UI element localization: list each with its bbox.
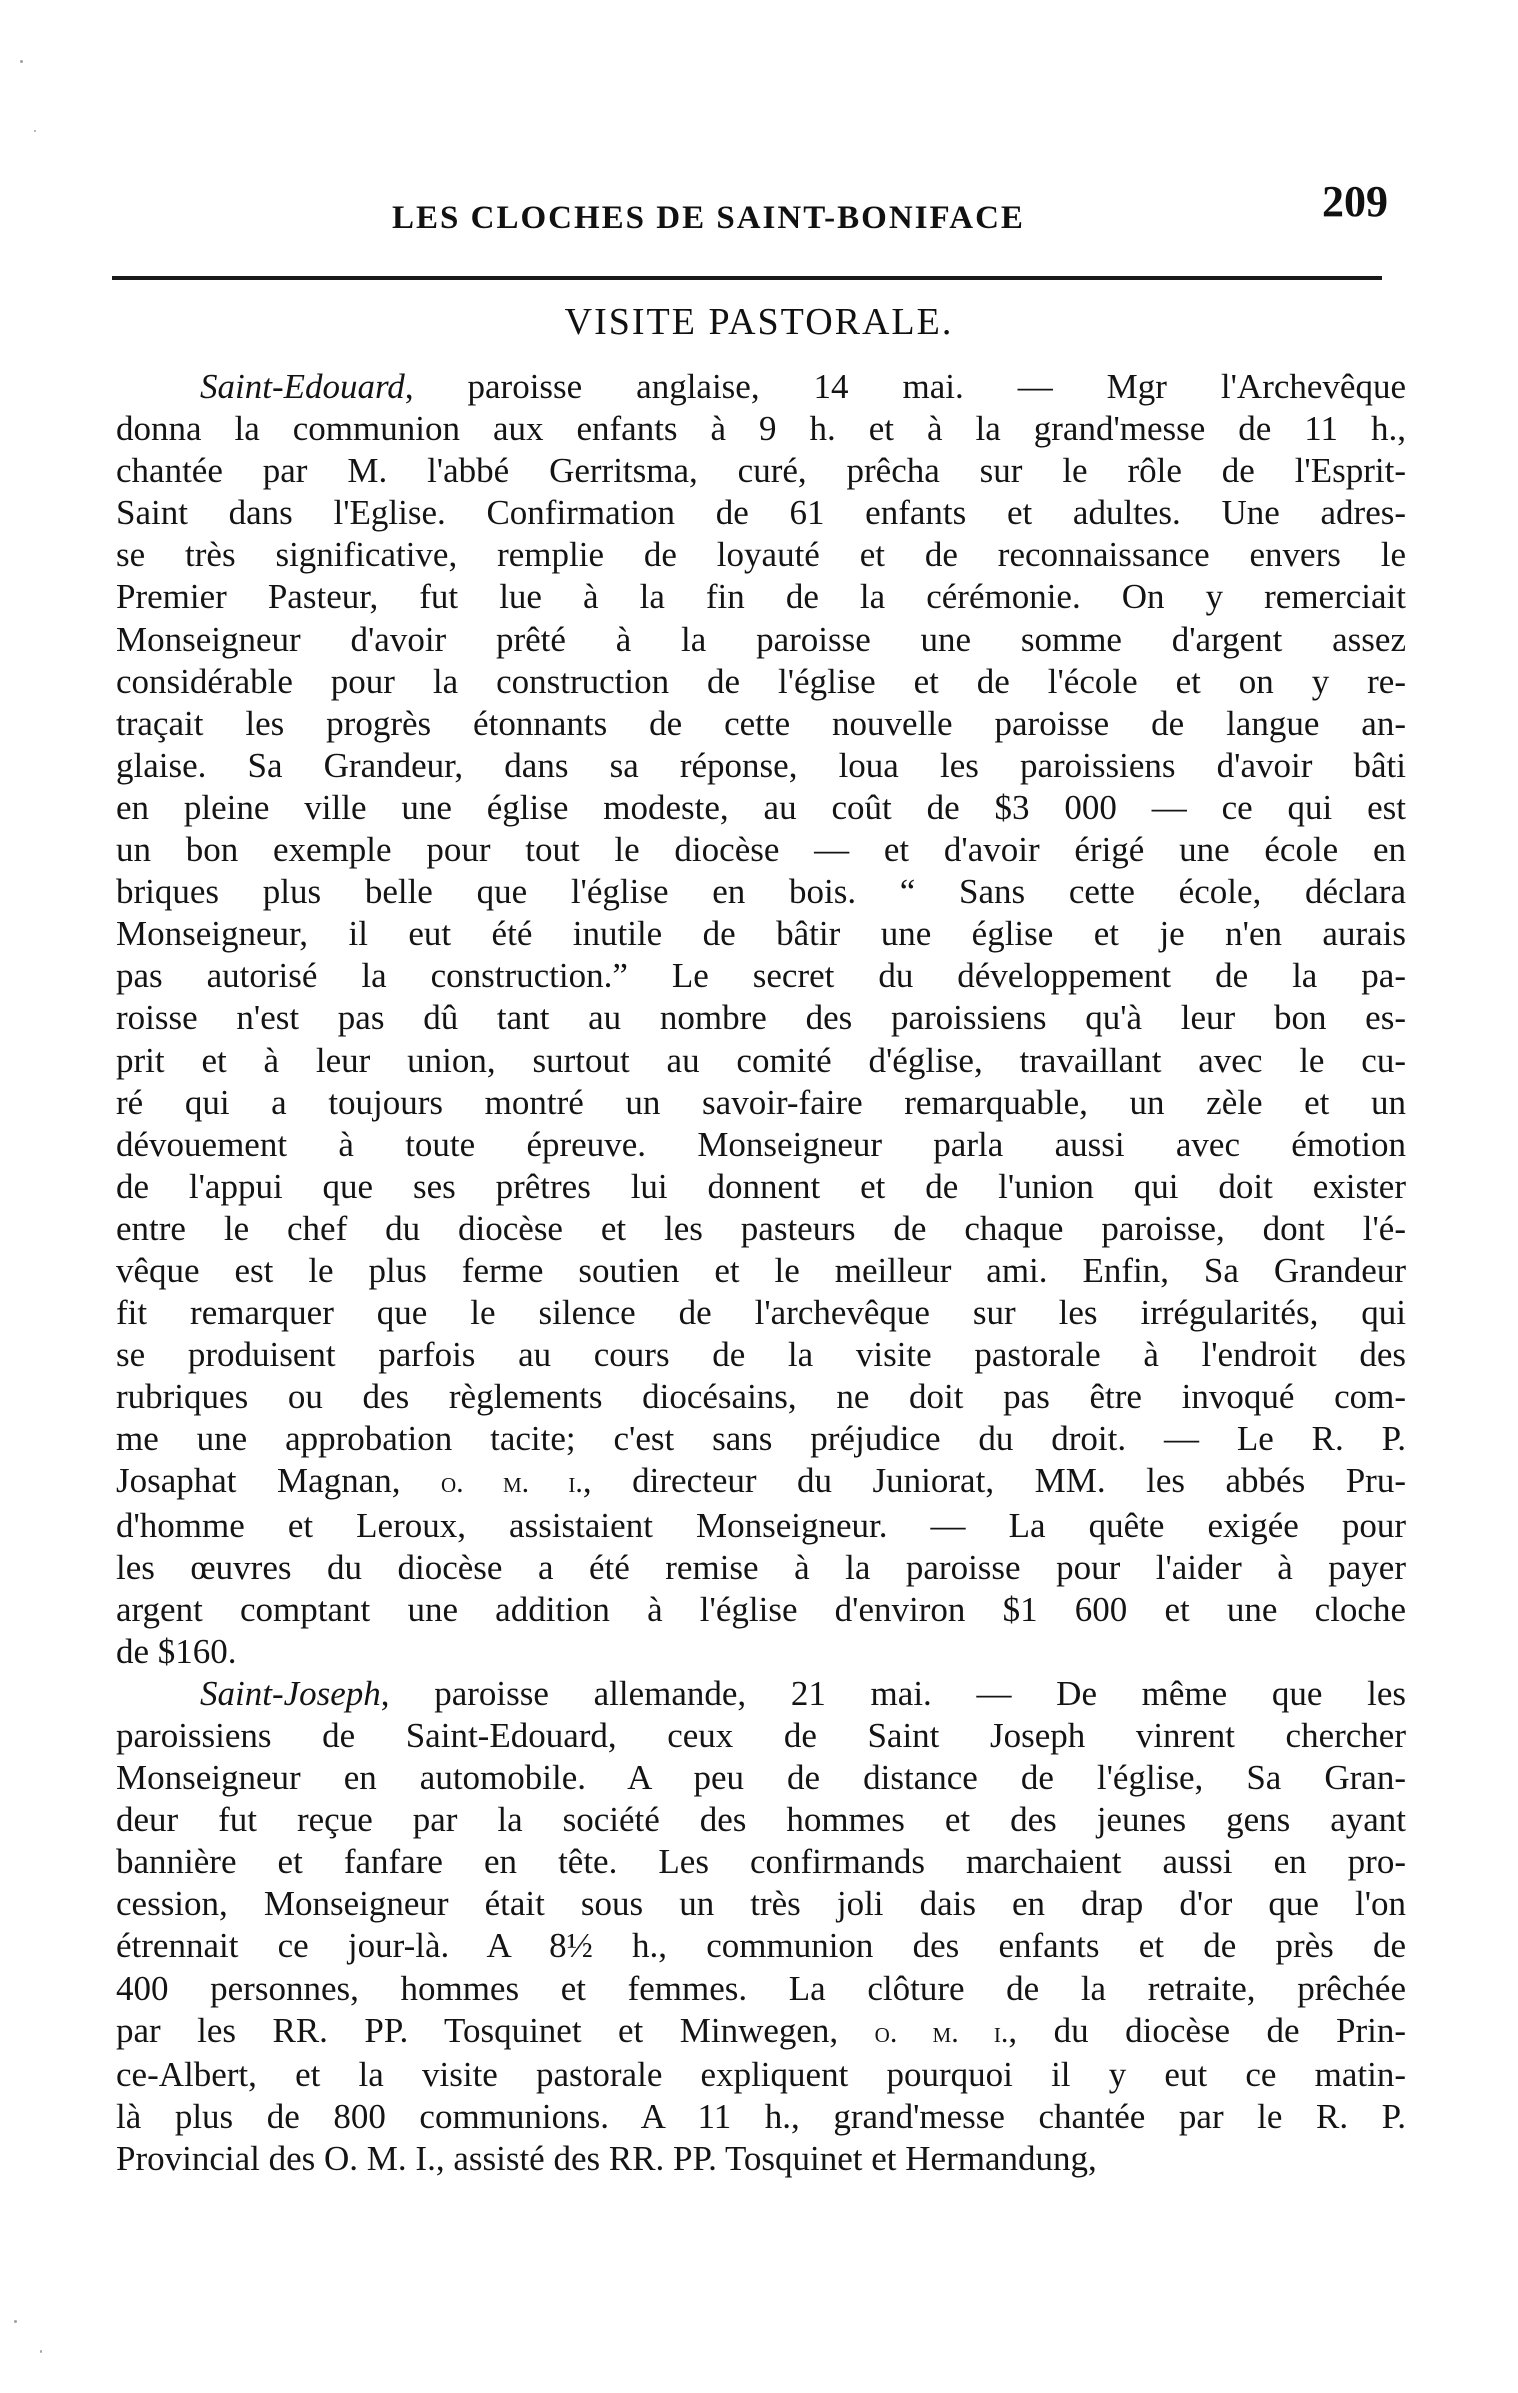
text-line [116, 619, 1406, 661]
text-line [116, 1715, 1406, 1757]
text-line [116, 1799, 1406, 1841]
text-run: deur fut reçue par la société des hommes et des jeunes gens ayant [116, 1800, 1406, 1840]
text-line [116, 829, 1406, 871]
text-line [116, 1376, 1406, 1418]
text-line [116, 1631, 1406, 1673]
text-run: argent comptant une addition à l'église d'environ $1 600 et une cloche [116, 1589, 1406, 1629]
text-run: traçait les progrès étonnants de cette nouvelle paroisse de langue an- [116, 703, 1406, 743]
place-name: Saint-Edouard [200, 367, 405, 406]
text-line [116, 1208, 1406, 1250]
text-line [116, 1757, 1406, 1799]
text-run: me une approbation tacite; c'est sans préjudice du droit. — Le R. P. [116, 1419, 1406, 1459]
text-run: fit remarquer que le silence de l'archevêque sur les irrégularités, qui [116, 1293, 1406, 1333]
scan-speck [34, 130, 36, 132]
text-run: se très significative, remplie de loyauté et de reconnaissance envers le [116, 535, 1406, 575]
text-run: , paroisse anglaise, 14 mai. — Mgr l'Archevêque [404, 367, 1406, 406]
text-line [116, 1292, 1406, 1334]
text-line [116, 997, 1406, 1039]
text-run: considérable pour la construction de l'église et de l'école et on y re- [116, 661, 1406, 701]
text-line [116, 1460, 1406, 1504]
text-line [116, 703, 1406, 745]
paragraph [116, 366, 1406, 1673]
text-run: se produisent parfois au cours de la visite pastorale à l'endroit des [116, 1335, 1406, 1375]
text-run: entre le chef du diocèse et les pasteurs de chaque paroisse, dont l'é- [116, 1208, 1406, 1248]
text-line [116, 576, 1406, 618]
text-run: en pleine ville une église modeste, au coût de $3 000 — ce qui est [116, 787, 1406, 827]
section-title: VISITE PASTORALE. [564, 301, 954, 343]
text-line [116, 955, 1406, 997]
text-run: Josaphat Magnan, [116, 1461, 442, 1501]
text-line [116, 492, 1406, 534]
text-run: briques plus belle que l'église en bois. “ Sans cette école, déclara [116, 872, 1406, 912]
text-line [116, 1418, 1406, 1460]
text-run: 400 personnes, hommes et femmes. La clôture de la retraite, prêchée [116, 1968, 1406, 2008]
text-run: rubriques ou des règlements diocésains, ne doit pas être invoqué com- [116, 1377, 1406, 1417]
text-run: bannière et fanfare en tête. Les confirmands marchaient aussi en pro- [116, 1842, 1406, 1882]
text-line [116, 2010, 1406, 2054]
text-run: Provincial des O. M. I., assisté des RR. PP. Tosquinet et Hermandung, [116, 2138, 1097, 2178]
text-line [116, 2054, 1406, 2096]
text-run: étrennait ce jour-là. A 8½ h., communion des enfants et de près de [116, 1926, 1406, 1966]
order-abbreviation: o. m. i. [441, 1466, 583, 1500]
text-line [116, 1841, 1406, 1883]
text-run: ce-Albert, et la visite pastorale expliquent pourquoi il y eut ce matin- [116, 2054, 1406, 2094]
text-line [116, 534, 1406, 576]
text-line [116, 787, 1406, 829]
text-line [116, 871, 1406, 913]
text-run: Saint dans l'Eglise. Confirmation de 61 enfants et adultes. Une adres- [116, 493, 1406, 533]
place-name: Saint-Joseph [200, 1673, 381, 1713]
text-run: paroissiens de Saint-Edouard, ceux de Saint Joseph vinrent chercher [116, 1716, 1406, 1755]
text-line [116, 1124, 1406, 1166]
order-abbreviation: o. m. i. [874, 2015, 1009, 2049]
text-run: Monseigneur, il eut été inutile de bâtir une église et je n'en aurais [116, 914, 1406, 954]
text-line [116, 2096, 1406, 2138]
text-line [116, 1505, 1406, 1547]
article-body [116, 366, 1406, 2180]
text-line [116, 1250, 1406, 1292]
text-line [116, 366, 1406, 408]
text-run: dévouement à toute épreuve. Monseigneur parla aussi avec émotion [116, 1124, 1406, 1164]
page-number: 209 [1322, 177, 1388, 226]
text-run: chantée par M. l'abbé Gerritsma, curé, prêcha sur le rôle de l'Esprit- [116, 451, 1406, 491]
text-run: roisse n'est pas dû tant au nombre des paroissiens qu'à leur bon es- [116, 998, 1406, 1038]
text-line [116, 1883, 1406, 1925]
text-line [116, 913, 1406, 955]
text-line [116, 1334, 1406, 1376]
text-run: de $160. [116, 1631, 237, 1671]
text-line [116, 1925, 1406, 1967]
text-line [116, 1968, 1406, 2010]
text-run: par les RR. PP. Tosquinet et Minwegen, [116, 2010, 875, 2050]
text-line [116, 408, 1406, 450]
scan-speck [20, 60, 23, 63]
text-line [116, 1673, 1406, 1715]
text-line [116, 1040, 1406, 1082]
scan-speck [40, 2350, 42, 2353]
text-run: là plus de 800 communions. A 11 h., grand'messe chantée par le R. P. [116, 2096, 1406, 2136]
text-run: un bon exemple pour tout le diocèse — et d'avoir érigé une école en [116, 830, 1406, 870]
text-line [116, 1082, 1406, 1124]
text-run: donna la communion aux enfants à 9 h. et à la grand'messe de 11 h., [116, 409, 1406, 449]
text-line [116, 1589, 1406, 1631]
text-run: d'homme et Leroux, assistaient Monseigneur. — La quête exigée pour [116, 1505, 1406, 1545]
text-run: prit et à leur union, surtout au comité d'église, travaillant avec le cu- [116, 1040, 1406, 1080]
text-line [116, 1166, 1406, 1208]
running-header: LES CLOCHES DE SAINT-BONIFACE [392, 200, 1025, 236]
text-line [116, 745, 1406, 787]
header-rule [112, 276, 1382, 280]
text-run: Monseigneur d'avoir prêté à la paroisse une somme d'argent assez [116, 619, 1406, 659]
text-run: les œuvres du diocèse a été remise à la paroisse pour l'aider à payer [116, 1547, 1406, 1587]
text-run: ré qui a toujours montré un savoir-faire remarquable, un zèle et un [116, 1082, 1406, 1122]
text-run: Monseigneur en automobile. A peu de distance de l'église, Sa Gran- [116, 1758, 1406, 1798]
text-line [116, 2138, 1406, 2180]
text-run: cession, Monseigneur était sous un très joli dais en drap d'or que l'on [116, 1884, 1406, 1924]
text-run: , paroisse allemande, 21 mai. — De même que les [380, 1673, 1406, 1713]
text-line [116, 450, 1406, 492]
text-run: glaise. Sa Grandeur, dans sa réponse, loua les paroissiens d'avoir bâti [116, 745, 1406, 785]
text-run: de l'appui que ses prêtres lui donnent et de l'union qui doit exister [116, 1166, 1406, 1206]
text-run: , directeur du Juniorat, MM. les abbés Pru- [582, 1461, 1406, 1501]
scan-speck [14, 2320, 17, 2323]
paragraph [116, 1673, 1406, 2180]
text-line [116, 1547, 1406, 1589]
text-run: pas autorisé la construction.” Le secret du développement de la pa- [116, 956, 1406, 996]
text-line [116, 661, 1406, 703]
text-run: , du diocèse de Prin- [1008, 2010, 1407, 2050]
text-run: vêque est le plus ferme soutien et le meilleur ami. Enfin, Sa Grandeur [116, 1250, 1406, 1290]
text-run: Premier Pasteur, fut lue à la fin de la cérémonie. On y remerciait [116, 577, 1406, 617]
